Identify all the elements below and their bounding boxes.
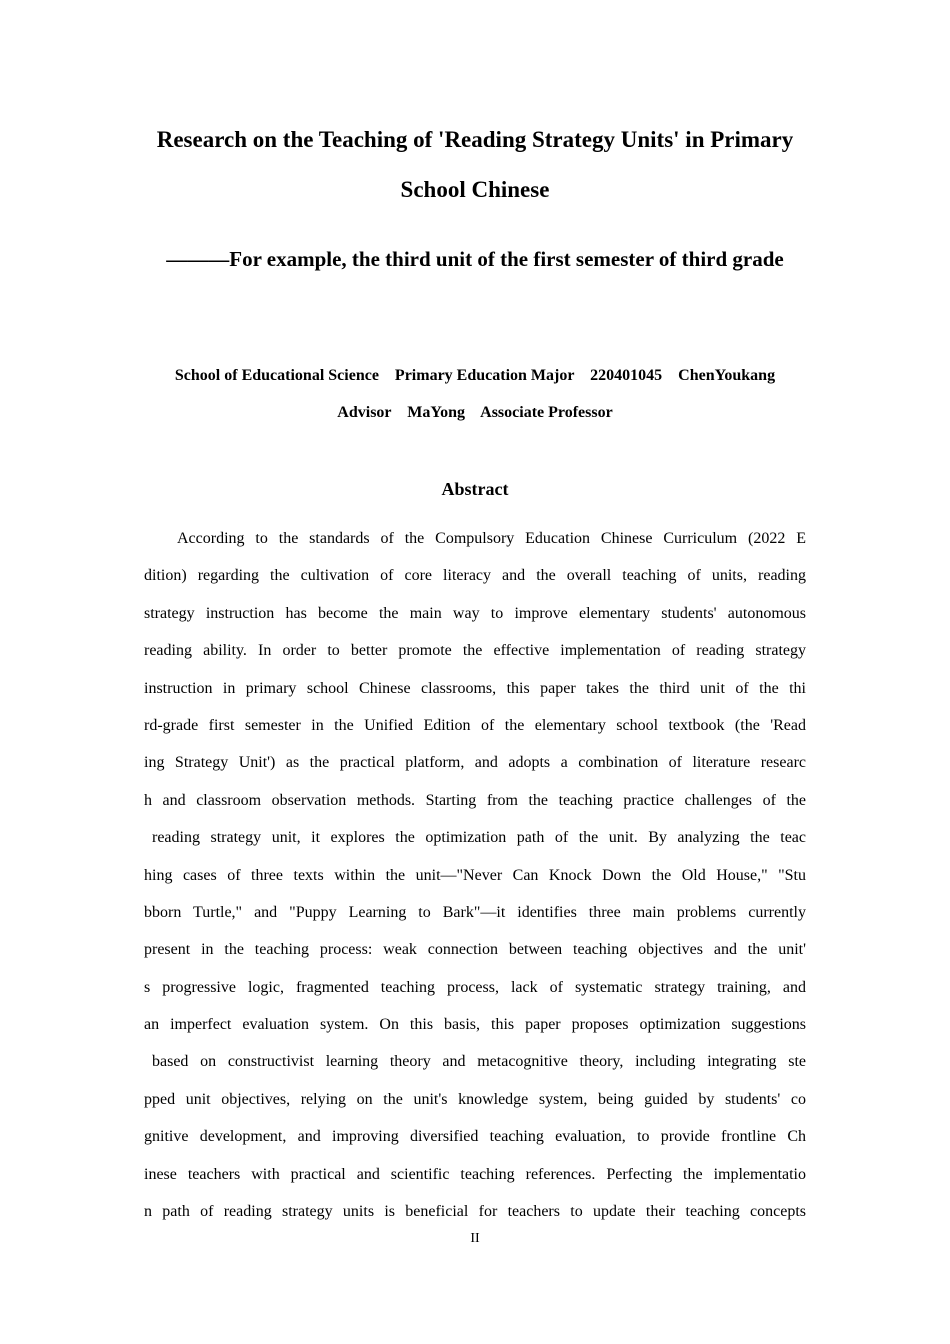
abstract-line: an imperfect evaluation system. On this basis, this paper proposes optimization suggestions <box>144 1016 806 1034</box>
abstract-heading: Abstract <box>441 479 509 499</box>
abstract-line: rd-grade first semester in the Unified Edition of the elementary school textbook (the 'Read <box>144 716 806 734</box>
document-title-line-2: School Chinese <box>400 177 550 202</box>
abstract-body <box>144 527 806 1237</box>
abstract-line: gnitive development, and improving diversified teaching evaluation, to provide frontline Ch <box>144 1128 806 1146</box>
abstract-line: present in the teaching process: weak connection between teaching objectives and the unit' <box>144 941 806 959</box>
abstract-line: bborn Turtle," and "Puppy Learning to Bark"—it identifies three main problems currently <box>144 903 806 921</box>
abstract-line: s progressive logic, fragmented teaching process, lack of systematic strategy training, and <box>144 978 806 996</box>
abstract-line: dition) regarding the cultivation of core literacy and the overall teaching of units, reading <box>144 567 806 585</box>
abstract-line: hing cases of three texts within the unit—"Never Can Knock Down the Old House," "Stu <box>144 866 806 884</box>
advisor-info: Advisor MaYong Associate Professor <box>337 404 613 421</box>
author-info: School of Educational Science Primary Education Major 220401045 ChenYoukang <box>174 367 776 384</box>
abstract-line: reading strategy unit, it explores the optimization path of the unit. By analyzing the teac <box>152 829 806 847</box>
abstract-line: inese teachers with practical and scientific teaching references. Perfecting the implementatio <box>144 1165 806 1183</box>
abstract-line: based on constructivist learning theory and metacognitive theory, including integrating ste <box>152 1053 806 1071</box>
page-number: II <box>470 1231 480 1246</box>
abstract-line: instruction in primary school Chinese classrooms, this paper takes the third unit of the thi <box>144 679 806 697</box>
abstract-line: According to the standards of the Compulsory Education Chinese Curriculum (2022 E <box>177 530 806 547</box>
abstract-line: n path of reading strategy units is beneficial for teachers to update their teaching concepts <box>144 1203 806 1221</box>
abstract-line: ing Strategy Unit') as the practical platform, and adopts a combination of literature researc <box>144 754 806 772</box>
document-subtitle: ———For example, the third unit of the first semester of third grade <box>166 247 784 271</box>
abstract-line: strategy instruction has become the main way to improve elementary students' autonomous <box>144 604 806 622</box>
document-title-line-1: Research on the Teaching of 'Reading Strategy Units' in Primary <box>156 127 794 152</box>
abstract-line: reading ability. In order to better promote the effective implementation of reading strategy <box>144 642 806 660</box>
abstract-line: pped unit objectives, relying on the unit's knowledge system, being guided by students' co <box>144 1090 806 1108</box>
abstract-line: h and classroom observation methods. Starting from the teaching practice challenges of the <box>144 791 806 809</box>
